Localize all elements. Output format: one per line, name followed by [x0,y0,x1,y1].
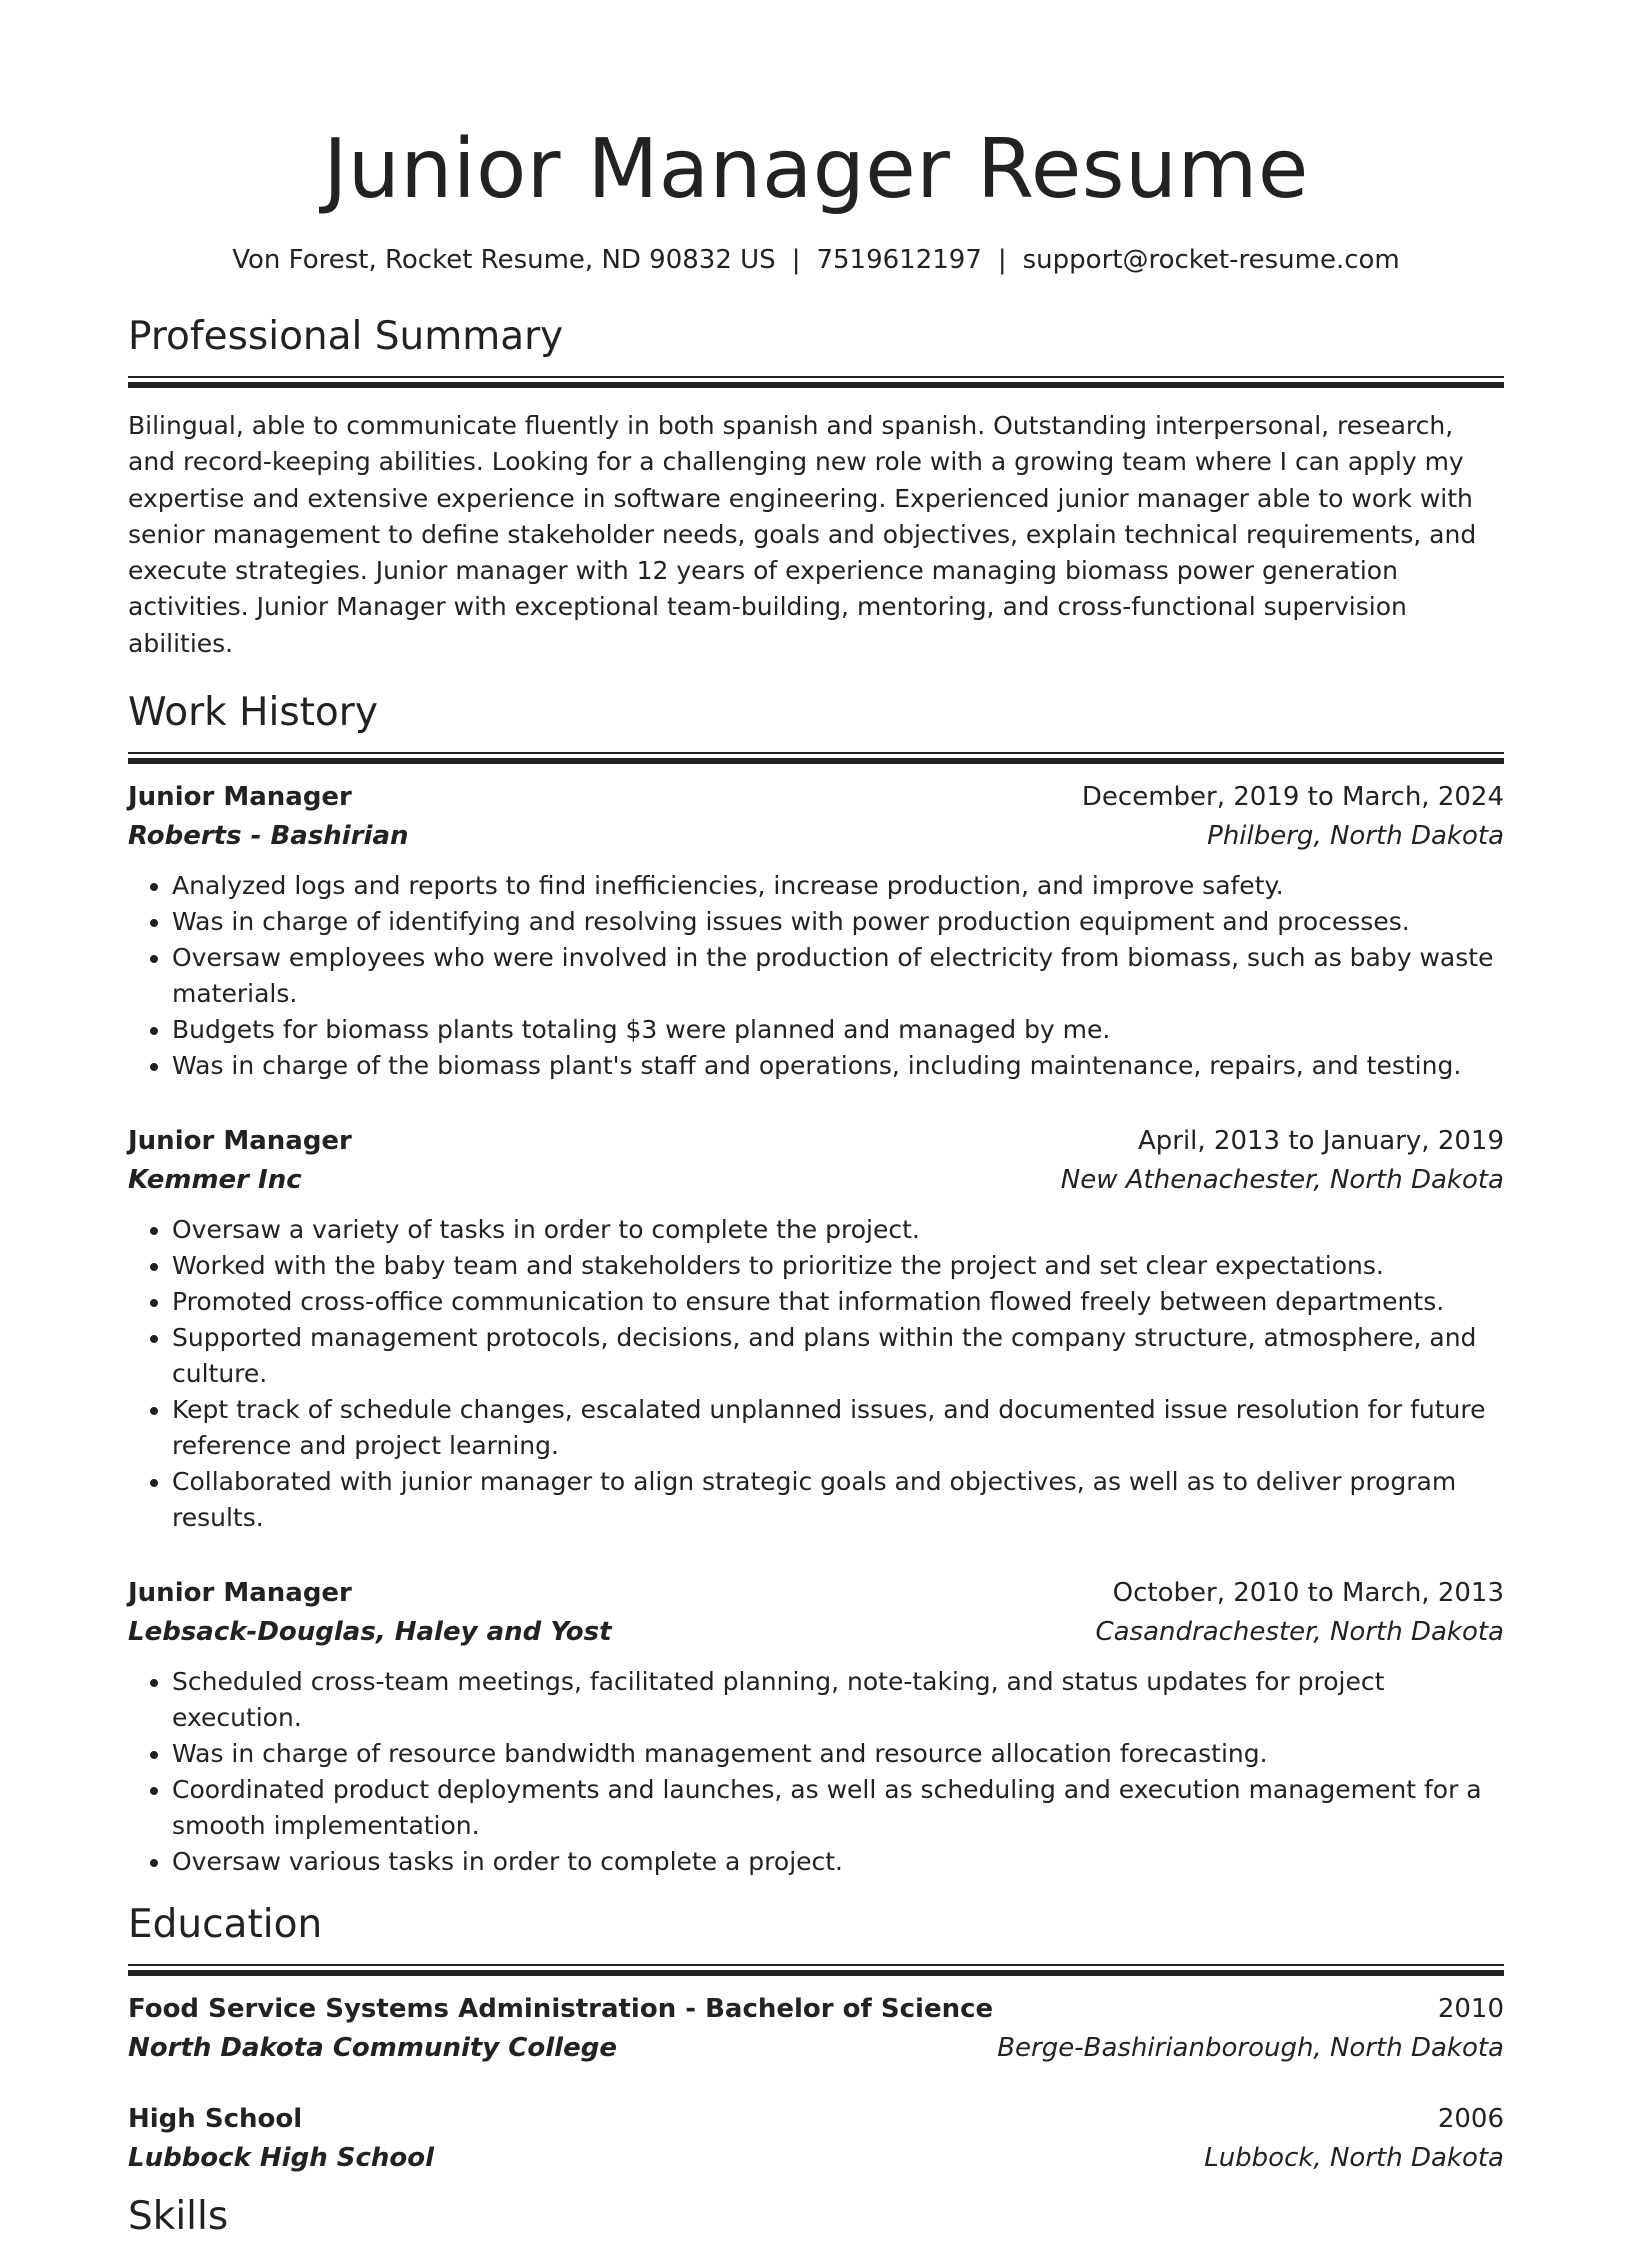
bullet-item: • Worked with the baby team and stakeholders to prioritize the project and set clear expectations. [172,1248,1504,1284]
bullet-item: • Oversaw a variety of tasks in order to complete the project. [172,1212,1504,1248]
bullet-item: • Coordinated product deployments and launches, as well as scheduling and execution management for a smooth implementation. [172,1772,1504,1844]
education-year: 2010 [1437,1994,1504,2025]
contact-email: support@rocket-resume.com [1022,245,1400,275]
job-dates: April, 2013 to January, 2019 [1137,1126,1504,1157]
education-location: Berge-Bashirianborough, North Dakota [997,2033,1504,2064]
summary-section [128,312,1504,662]
bullet-item: • Was in charge of the biomass plant's staff and operations, including maintenance, repairs, and testing. [172,1048,1504,1084]
job-location: New Athenachester, North Dakota [1060,1165,1504,1196]
bullet-item: • Collaborated with junior manager to align strategic goals and objectives, as well as to deliver program results. [172,1464,1504,1536]
job-entry [128,778,1504,1084]
section-heading-work-history: Work History [128,690,378,736]
bullet-item: • Kept track of schedule changes, escalated unplanned issues, and documented issue resolution for future reference and project learning. [172,1392,1504,1464]
job-title: Junior Manager [128,782,352,813]
bullet-item: • Scheduled cross-team meetings, facilitated planning, note-taking, and status updates for project execution. [172,1664,1504,1736]
education-school: North Dakota Community College [128,2033,617,2064]
resume-title: Junior Manager Resume [323,122,1309,217]
contact-separator: | [997,245,1007,275]
bullet-item: • Was in charge of identifying and resolving issues with power production equipment and processes. [172,904,1504,940]
job-entry [128,1122,1504,1536]
bullet-item: • Budgets for biomass plants totaling $3 were planned and managed by me. [172,1012,1504,1048]
bullet-item: • Oversaw employees who were involved in the production of electricity from biomass, such as baby waste materials. [172,940,1504,1012]
job-location: Philberg, North Dakota [1207,821,1504,852]
section-heading-skills: Skills [128,2194,229,2240]
education-section [128,1900,1504,2178]
job-entry [128,1574,1504,1880]
job-company: Kemmer Inc [128,1165,302,1196]
education-location: Lubbock, North Dakota [1204,2143,1504,2174]
section-divider [128,376,1504,388]
work-history-section [128,688,1504,1880]
education-year: 2006 [1437,2104,1504,2135]
skills-section [128,2192,1504,2242]
job-company: Roberts - Bashirian [128,821,409,852]
summary-text: Bilingual, able to communicate fluently in both spanish and spanish. Outstanding interpersonal, research, and record-keeping abilities. Looking for a challenging new role with a growing team where I can apply my expertise and extensive experience in software engineering. Experienced junior manager able to work with senior management to define stakeholder needs, goals and objectives, explain technical requirements, and execute strategies. Junior manager with 12 years of experience managing biomass power generation activities. Junior Manager with exceptional team-building, mentoring, and cross-functional supervision abilities. [128,411,1477,658]
bullet-item: • Promoted cross-office communication to ensure that information flowed freely between departments. [172,1284,1504,1320]
education-degree: High School [128,2104,303,2135]
job-title: Junior Manager [128,1578,352,1609]
bullet-item: • Was in charge of resource bandwidth management and resource allocation forecasting. [172,1736,1504,1772]
job-bullets [128,868,1504,1084]
section-heading-summary: Professional Summary [128,314,564,359]
job-bullets [128,1664,1504,1880]
job-dates: October, 2010 to March, 2013 [1112,1578,1504,1609]
contact-separator: | [791,245,801,275]
section-divider [128,752,1504,764]
job-dates: December, 2019 to March, 2024 [1081,782,1504,813]
bullet-item: • Supported management protocols, decisions, and plans within the company structure, atmosphere, and culture. [172,1320,1504,1392]
education-degree: Food Service Systems Administration - Bachelor of Science [128,1994,994,2025]
section-divider [128,1964,1504,1976]
job-bullets [128,1212,1504,1536]
section-heading-education: Education [128,1902,323,1948]
job-title: Junior Manager [128,1126,352,1157]
bullet-item: • Analyzed logs and reports to find inefficiencies, increase production, and improve safety. [172,868,1504,904]
job-location: Casandrachester, North Dakota [1095,1617,1504,1648]
education-entry [128,1990,1504,2068]
contact-address: Von Forest, Rocket Resume, ND 90832 US [232,245,776,275]
contact-phone: 7519612197 [816,245,982,275]
job-company: Lebsack-Douglas, Haley and Yost [128,1617,612,1648]
education-school: Lubbock High School [128,2143,435,2174]
bullet-item: • Oversaw various tasks in order to complete a project. [172,1844,1504,1880]
contact-line [128,242,1504,278]
